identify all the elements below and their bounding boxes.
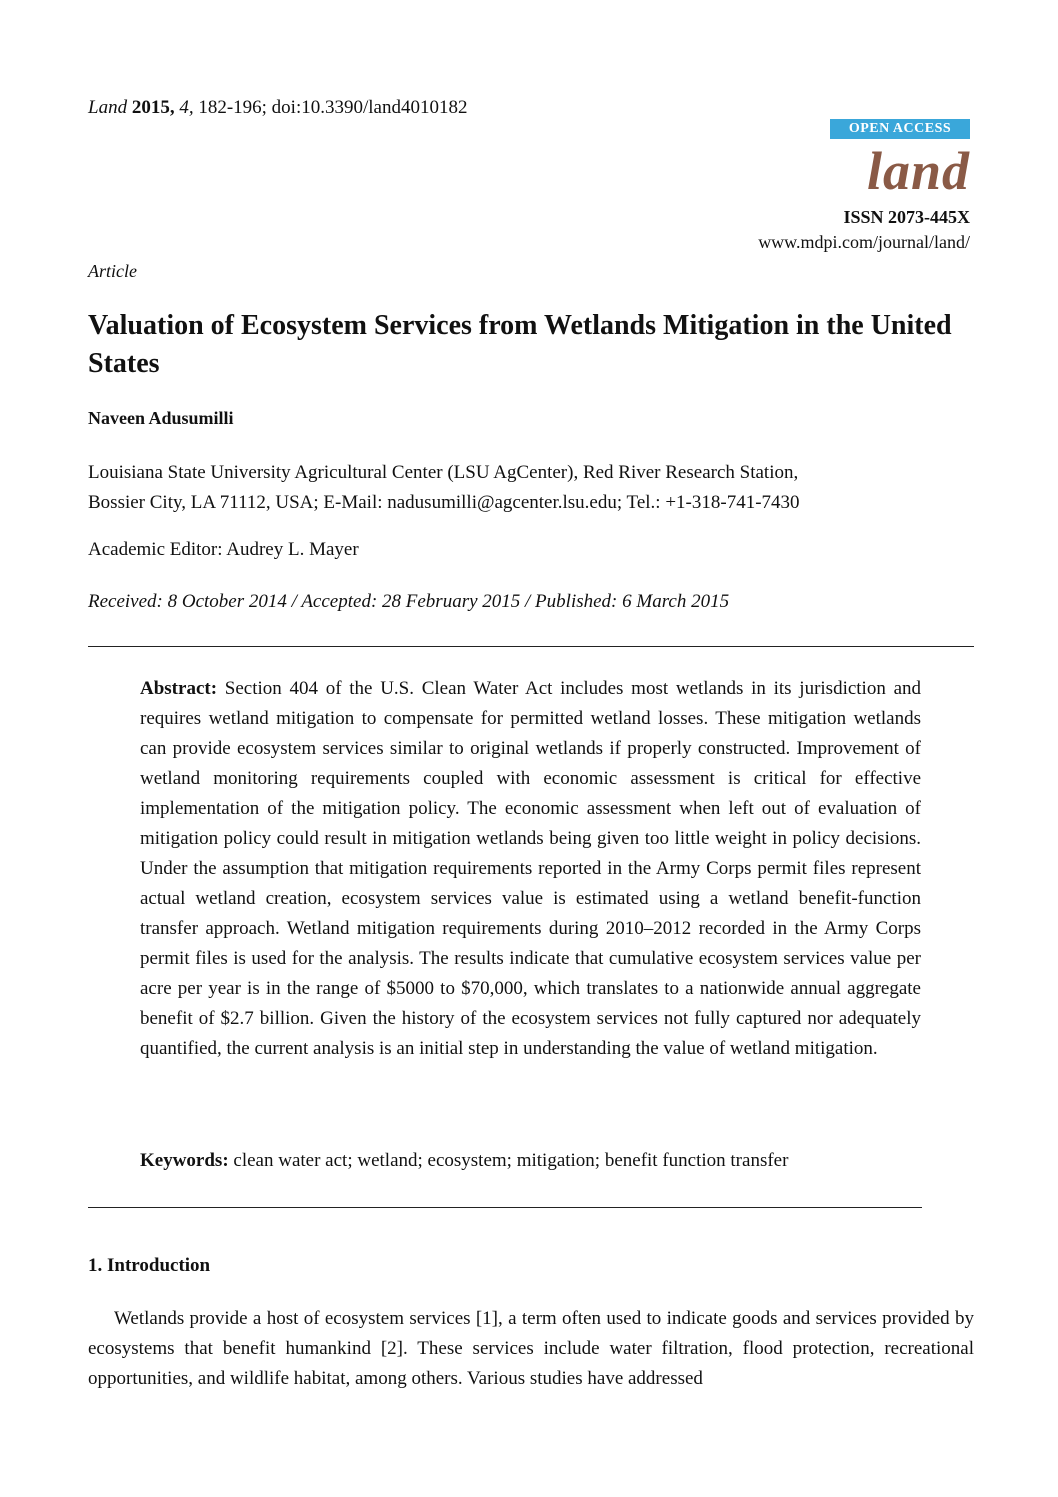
abstract (140, 674, 921, 1064)
affiliation (88, 458, 968, 518)
keywords-label: Keywords: (140, 1150, 229, 1171)
year: 2015, (131, 97, 175, 118)
academic-editor: Academic Editor: Audrey L. Mayer (88, 539, 359, 560)
divider (88, 1207, 922, 1208)
abstract-label: Abstract: (140, 678, 218, 699)
affiliation-line: Louisiana State University Agricultural Center (LSU AgCenter), Red River Research Station, (88, 462, 799, 483)
affiliation-line: Bossier City, LA 71112, USA; E-Mail: nadusumilli@agcenter.lsu.edu; Tel.: +1-318-741-7430 (88, 492, 800, 513)
publication-dates: Received: 8 October 2014 / Accepted: 28 February 2015 / Published: 6 March 2015 (88, 591, 730, 612)
journal-logo: land (866, 141, 970, 201)
section-heading: 1. Introduction (88, 1255, 211, 1276)
pages-doi: 182-196; doi:10.3390/land4010182 (198, 97, 468, 118)
introduction-paragraph: Wetlands provide a host of ecosystem services [1], a term often used to indicate goods and services provided by ecosystems that benefit humankind [2]. These services include water filtration, flood protection, recreational opportunities, and wildlife habitat, among others. Various studies have addressed (88, 1308, 974, 1389)
divider (88, 646, 974, 647)
keywords-text: clean water act; wetland; ecosystem; mitigation; benefit function transfer (233, 1150, 789, 1171)
open-access-badge: OPEN ACCESS (830, 119, 970, 139)
author-name: Naveen Adusumilli (88, 408, 234, 428)
journal-name: Land (88, 97, 128, 118)
issn: ISSN 2073-445X (843, 207, 970, 227)
abstract-text: Section 404 of the U.S. Clean Water Act includes most wetlands in its jurisdiction and requires wetland mitigation to compensate for permitted wetland losses. These mitigation wetlands can provide ecosystem services similar to original wetlands if properly constructed. Improvement of wetland monitoring requirements coupled with economic assessment is critical for effective implementation of the mitigation policy. The economic assessment when left out of evaluation of mitigation policy could result in mitigation wetlands being given too little weight in policy decisions. Under the assumption that mitigation requirements reported in the Army Corps permit files represent actual wetland creation, ecosystem services value is estimated using a wetland benefit-function transfer approach. Wetland mitigation requirements during 2010–2012 recorded in the Army Corps permit files is used for the analysis. The results indicate that cumulative ecosystem services value per acre per year is in the range of $5000 to $70,000, which translates to a nationwide annual aggregate benefit of $2.7 billion. Given the history of the ecosystem services not fully captured nor adequately quantified, the current analysis is an initial step in understanding the value of wetland mitigation. (140, 678, 921, 1059)
article-title: Valuation of Ecosystem Services from Wetlands Mitigation in the United States (88, 310, 952, 379)
keywords (140, 1150, 921, 1172)
volume: 4, (179, 97, 194, 118)
article-type: Article (88, 261, 137, 281)
journal-url[interactable]: www.mdpi.com/journal/land/ (758, 232, 970, 252)
citation-line (88, 97, 467, 119)
